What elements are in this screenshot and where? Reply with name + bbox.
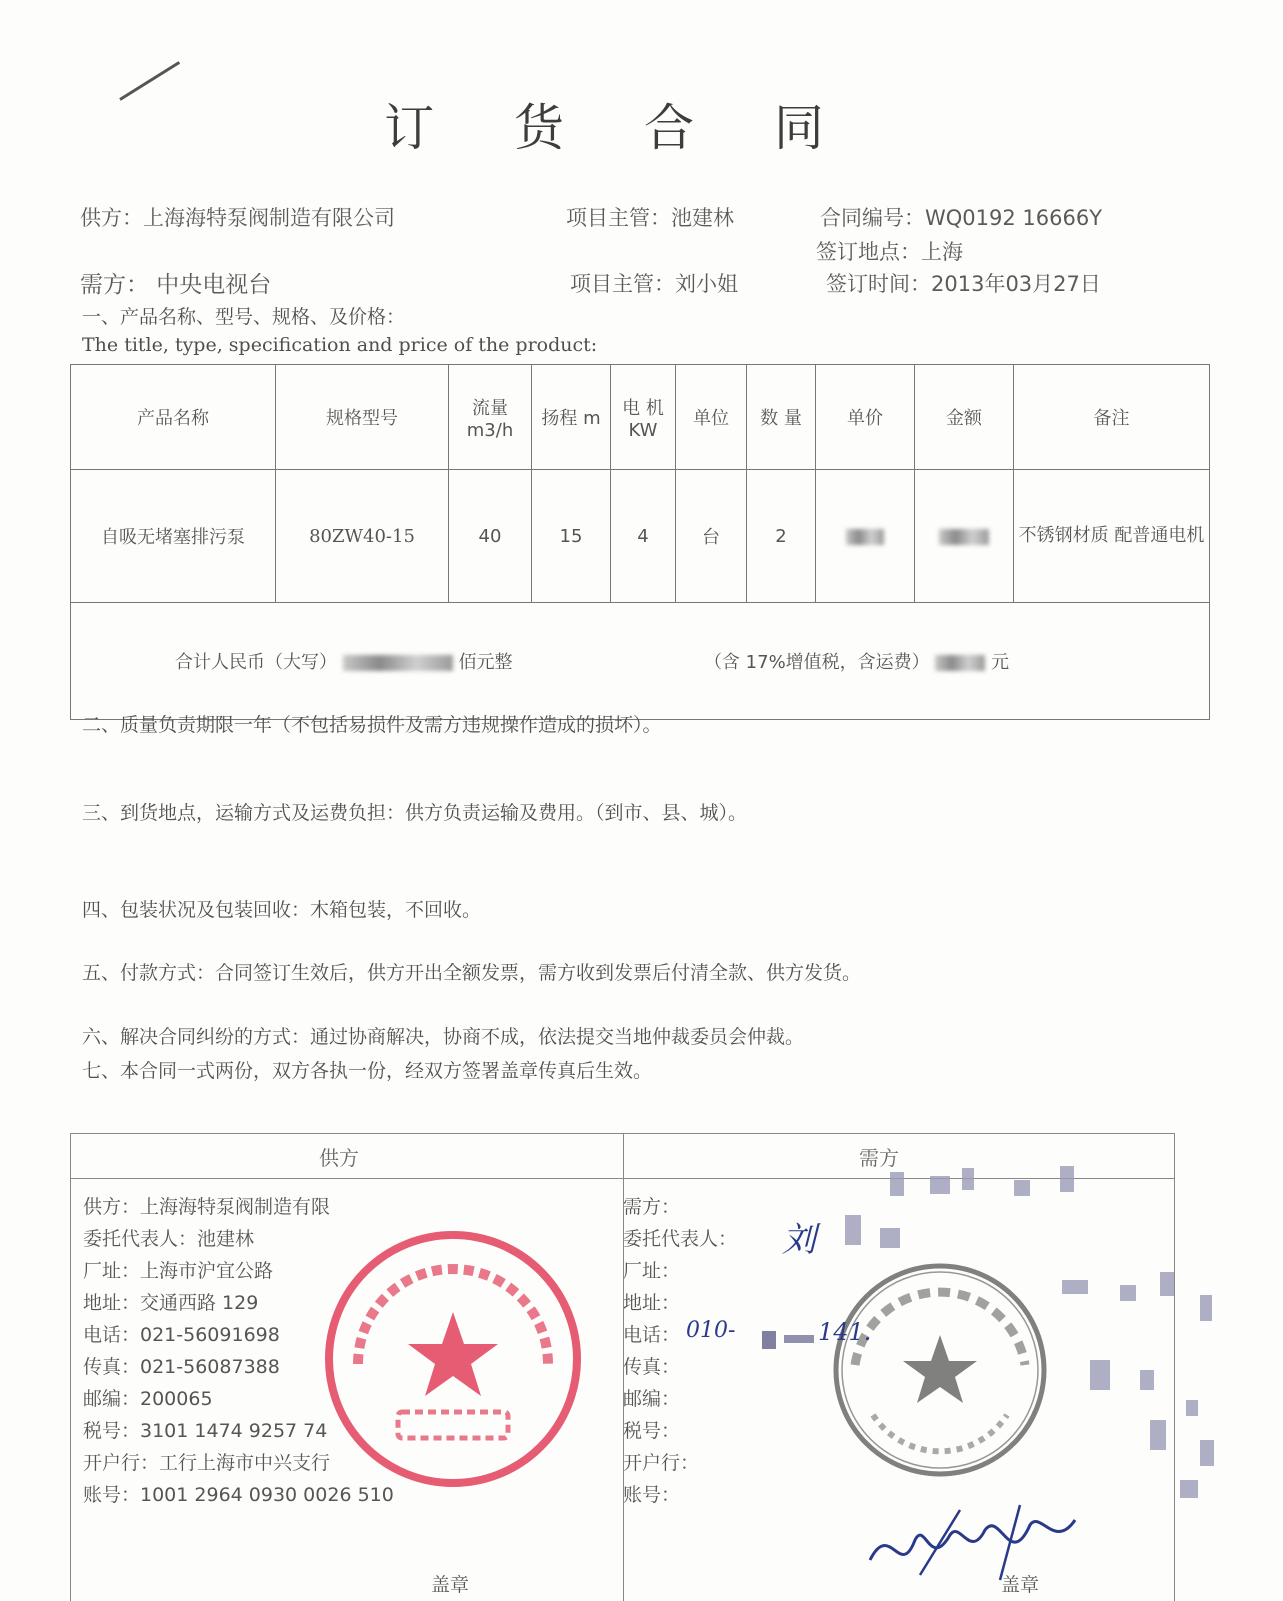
total-note: （含 17%增值税，含运费） xyxy=(703,652,930,673)
header-unit-price: 单价 xyxy=(816,365,915,470)
header-motor: 电 机 KW xyxy=(611,365,676,470)
redaction-block xyxy=(935,655,985,671)
buyer-name: 需方： 中央电视台 xyxy=(80,272,272,298)
supplier-name: 供方：上海海特泵阀制造有限公司 xyxy=(80,206,395,230)
supplier-line-name: 供方：上海海特泵阀制造有限 xyxy=(83,1196,331,1218)
redaction-block xyxy=(343,655,453,671)
redaction-block xyxy=(880,1228,900,1248)
cell-unit-price-redacted xyxy=(816,470,915,603)
redaction-block xyxy=(1160,1272,1174,1296)
redaction-block xyxy=(1014,1180,1030,1196)
redaction-block xyxy=(1062,1280,1088,1294)
redaction-block xyxy=(890,1172,904,1196)
buyer-manager: 项目主管：刘小姐 xyxy=(570,272,738,296)
cell-product-name: 自吸无堵塞排污泵 xyxy=(71,470,276,603)
total-row xyxy=(71,603,1210,720)
redaction-block xyxy=(1180,1480,1198,1498)
supplier-line-phone: 电话：021-56091698 xyxy=(83,1324,280,1346)
total-cell xyxy=(71,603,1210,720)
buyer-line-bank: 开户行： xyxy=(623,1452,700,1474)
table-row xyxy=(71,470,1210,603)
buyer-stamp-label: 盖章 xyxy=(1001,1574,1040,1596)
header-flow: 流量 m3/h xyxy=(449,365,532,470)
buyer-line-factory: 厂址： xyxy=(623,1260,681,1282)
supplier-line-zip: 邮编：200065 xyxy=(83,1388,213,1410)
product-table xyxy=(70,364,1210,720)
supplier-line-address: 地址：交通西路 129 xyxy=(83,1292,259,1314)
contract-number: 合同编号：WQ0192 16666Y xyxy=(820,206,1103,230)
supplier-line-tax: 税号：3101 1474 9257 74 xyxy=(83,1420,328,1442)
supplier-stamp-label: 盖章 xyxy=(431,1574,470,1596)
supplier-line-bank: 开户行：工行上海市中兴支行 xyxy=(83,1452,331,1474)
buyer-line-tax: 税号： xyxy=(623,1420,681,1442)
buyer-seal xyxy=(825,1255,1055,1485)
clause-3: 三、到货地点，运输方式及运费负担：供方负责运输及费用。（到市、县、城）。 xyxy=(82,802,748,824)
supplier-manager: 项目主管：池建林 xyxy=(566,206,734,230)
handwritten-representative: 刘 xyxy=(782,1220,816,1260)
redaction-block xyxy=(1200,1295,1212,1321)
buyer-line-phone: 电话： xyxy=(623,1324,681,1346)
header-remark: 备注 xyxy=(1014,365,1210,470)
document-title: 订 货 合 同 xyxy=(384,99,856,157)
cell-qty: 2 xyxy=(747,470,816,603)
buyer-line-fax: 传真： xyxy=(623,1356,681,1378)
buyer-line-rep: 委托代表人： xyxy=(623,1228,738,1250)
cell-unit: 台 xyxy=(676,470,747,603)
redaction-block xyxy=(1090,1360,1110,1390)
supplier-line-fax: 传真：021-56087388 xyxy=(83,1356,280,1378)
cell-head: 15 xyxy=(532,470,611,603)
buyer-heading: 需方 xyxy=(859,1146,899,1170)
cell-remark: 不锈钢材质 配普通电机 xyxy=(1014,470,1210,603)
buyer-line-name: 需方： xyxy=(623,1196,681,1218)
header-model: 规格型号 xyxy=(276,365,449,470)
cell-amount-redacted xyxy=(915,470,1014,603)
cell-model: 80ZW40-15 xyxy=(276,470,449,603)
header-head: 扬程 m xyxy=(532,365,611,470)
redaction-block xyxy=(760,1325,820,1355)
clause-6: 六、解决合同纠纷的方式：通过协商解决，协商不成，依法提交当地仲裁委员会仲裁。 xyxy=(82,1026,805,1048)
redaction-block xyxy=(1150,1420,1166,1450)
clause-7: 七、本合同一式两份，双方各执一份，经双方签署盖章传真后生效。 xyxy=(82,1060,653,1082)
redaction-block xyxy=(962,1168,974,1190)
total-prefix: 合计人民币（大写） xyxy=(175,652,337,673)
buyer-line-zip: 邮编： xyxy=(623,1388,681,1410)
cell-flow: 40 xyxy=(449,470,532,603)
handwritten-phone: 010- xyxy=(686,1318,736,1343)
supplier-line-rep: 委托代表人：池建林 xyxy=(83,1228,255,1250)
header-qty: 数 量 xyxy=(747,365,816,470)
header-product-name: 产品名称 xyxy=(71,365,276,470)
supplier-line-account: 账号：1001 2964 0930 0026 510 xyxy=(83,1484,394,1506)
clause-2: 二、质量负责期限一年（不包括易损件及需方违规操作造成的损坏）。 xyxy=(82,714,662,736)
cell-motor: 4 xyxy=(611,470,676,603)
handwritten-signature xyxy=(860,1490,1090,1590)
redaction-block xyxy=(1186,1400,1198,1416)
buyer-line-account: 账号： xyxy=(623,1484,681,1506)
sign-place: 签订地点：上海 xyxy=(816,240,963,264)
total-unit: 元 xyxy=(991,652,1010,673)
redaction-block xyxy=(846,529,884,545)
redaction-block xyxy=(939,529,989,545)
supplier-heading: 供方 xyxy=(319,1146,359,1170)
supplier-line-factory: 厂址：上海市沪宜公路 xyxy=(83,1260,274,1282)
buyer-line-address: 地址： xyxy=(623,1292,681,1314)
header-unit: 单位 xyxy=(676,365,747,470)
redaction-block xyxy=(1060,1166,1074,1192)
redaction-block xyxy=(1120,1285,1136,1301)
handwritten-phone-end: 141. xyxy=(818,1318,872,1346)
section1-label: 一、产品名称、型号、规格、及价格： xyxy=(82,306,406,328)
header-amount: 金额 xyxy=(915,365,1014,470)
table-header-row xyxy=(71,365,1210,470)
total-suffix: 佰元整 xyxy=(458,652,513,673)
redaction-block xyxy=(845,1215,861,1245)
sign-date: 签订时间：2013年03月27日 xyxy=(826,272,1101,296)
clause-5: 五、付款方式：合同签订生效后，供方开出全额发票，需方收到发票后付清全款、供方发货。 xyxy=(82,962,862,984)
supplier-contract-seal xyxy=(318,1224,588,1494)
redaction-block xyxy=(930,1176,950,1194)
redaction-block xyxy=(1200,1440,1214,1466)
section1-label-en: The title, type, specification and price of the product: xyxy=(82,334,598,356)
redaction-block xyxy=(1140,1370,1154,1390)
clause-4: 四、包装状况及包装回收：木箱包装，不回收。 xyxy=(82,899,482,921)
